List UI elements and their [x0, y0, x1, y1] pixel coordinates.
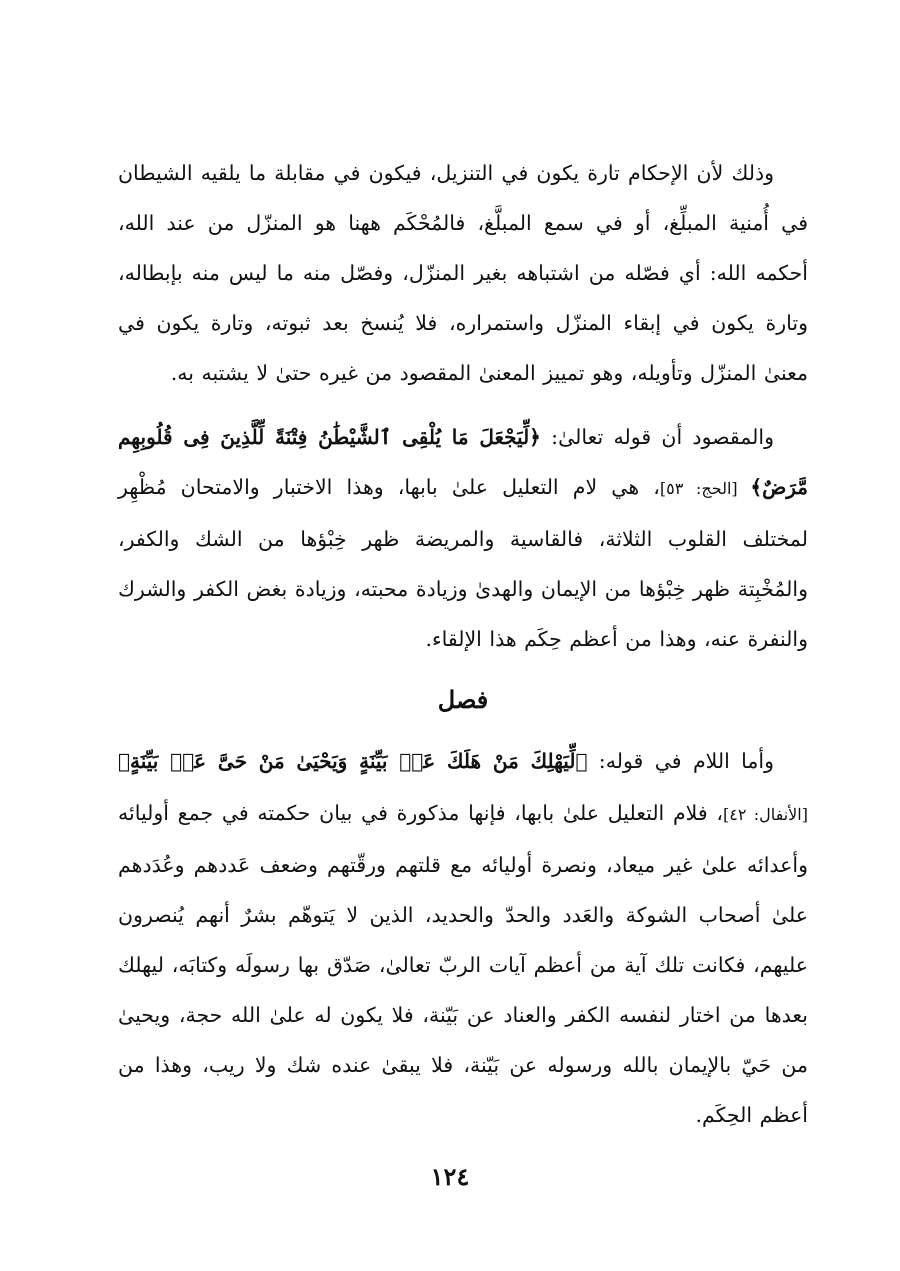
verse-reference-anfal: [الأنفال: ٤٢] [723, 805, 808, 824]
quran-verse-hajj: ﴿لِّيَجْعَلَ مَا يُلْقِى ٱلشَّيْطَٰنُ فِتْنَةً لِّلَّذِينَ فِى قُلُوبِهِم مَّرَضٌ﴾ [118, 425, 808, 499]
paragraph-3-intro: وأما اللام في قوله: [587, 749, 774, 773]
page-body [118, 148, 808, 1154]
page-number: ١٢٤ [430, 1162, 470, 1191]
verse-reference-hajj: [الحج: ٥٣] [659, 479, 751, 498]
paragraph-2-intro: والمقصود أن قوله تعالىٰ: [540, 425, 774, 449]
paragraph-2 [118, 412, 808, 664]
section-heading: فصل [437, 685, 489, 714]
paragraph-3 [118, 736, 808, 1140]
paragraph-1-text: وذلك لأن الإحكام تارة يكون في التنزيل، فيكون في مقابلة ما يلقيه الشيطان في أُمنية المبلِّغ، أو في سمع المبلَّغ، فالمُحْكَم ههنا هو المنزّل من عند الله، أحكمه الله: أي فصّله من اشتباهه بغير المنزّل، وفصّل منه ما ليس منه بإبطاله، وتارة يكون في إبقاء المنزّل واستمراره، فلا يُنسخ بعد ثبوته، وتارة يكون في معنىٰ المنزّل وتأويله، وهو تمييز المعنىٰ المقصود من غيره حتىٰ لا يشتبه به. [118, 161, 808, 385]
paragraph-1 [118, 148, 808, 398]
quran-verse-anfal: ﴿لِّيَهْلِكَ مَنْ هَلَكَ عَنۢ بَيِّنَةٍ وَيَحْيَىٰ مَنْ حَىَّ عَنۢ بَيِّنَةٍ﴾ [118, 749, 588, 773]
paragraph-2-body: ، هي لام التعليل علىٰ بابها، وهذا الاختبار والامتحان مُظْهِر لمختلف القلوب الثلاثة، فالقاسية والمريضة ظهر خِبْؤها من الشك والكفر، والمُخْبِتة ظهر خِبْؤها من الإيمان والهدىٰ وزيادة محبته، وزيادة بغض الكفر والشرك والنفرة عنه، وهذا من أعظم حِكَم هذا الإلقاء. [118, 475, 808, 651]
paragraph-3-body: ، فلام التعليل علىٰ بابها، فإنها مذكورة في بيان حكمته في جمع أوليائه وأعدائه علىٰ غير ميعاد، ونصرة أوليائه مع قلتهم ورقّتهم وضعف عَددهم وعُدَدهم علىٰ أصحاب الشوكة والعَدد والحدّ والحديد، الذين لا يَتوهّم بشرٌ أنهم يُنصرون عليهم، فكانت تلك آية من أعظم آيات الربّ تعالىٰ، صَدّق بها رسولَه وكتابَه، ليهلك بعدها من اختار لنفسه الكفر والعناد عن بَيّنة، فلا يكون له علىٰ الله حجة، ويحيىٰ من حَيّ بالإيمان بالله ورسوله عن بَيّنة، فلا يبقىٰ عنده شك ولا ريب، وهذا من أعظم الحِكَم. [118, 801, 808, 1127]
